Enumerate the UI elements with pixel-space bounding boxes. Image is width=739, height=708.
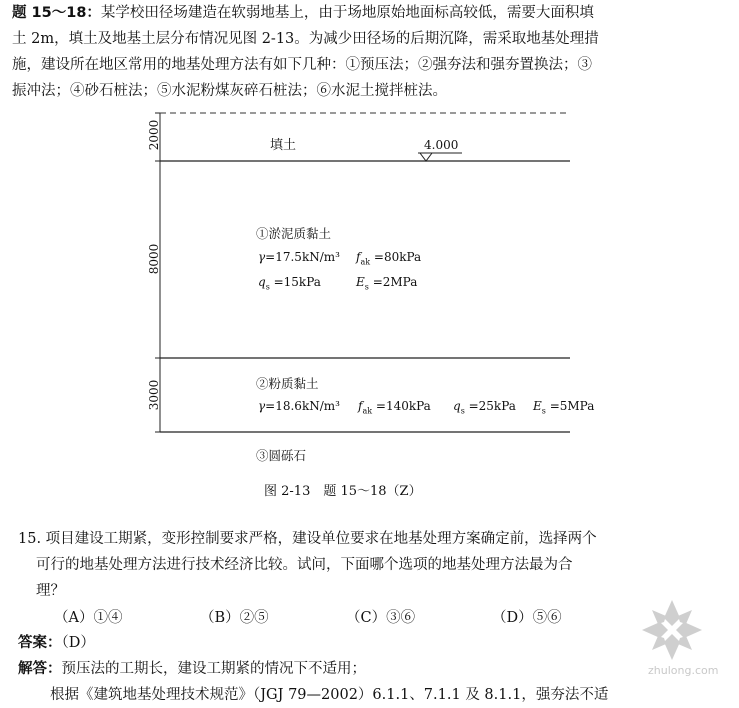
- solution-text-1: 预压法的工期长，建设工期紧的情况下不适用；: [61, 661, 366, 677]
- dim-label-bot: 3000: [147, 379, 161, 411]
- intro-line-3: 施，建设所在地区常用的地基处理方法有如下几种：①预压法；②强夯法和强夯置换法；③: [12, 57, 592, 73]
- elevation-label: 4.000: [424, 138, 459, 152]
- layer2-fak: $f_{ak} =140kPa$: [358, 399, 431, 416]
- layer1-fak: $f_{ak} =80kPa$: [356, 250, 422, 267]
- dim-label-top: 2000: [147, 119, 161, 151]
- option-a: （A）①④: [54, 610, 123, 626]
- solution-label: 解答：: [18, 661, 62, 677]
- intro-text-1: 某学校田径场建造在软弱地基上，由于场地原始地面标高较低，需要大面积填: [100, 5, 594, 21]
- elevation-triangle-icon: [420, 153, 432, 161]
- option-b: （B）②⑤: [200, 610, 269, 626]
- option-d: （D）⑤⑥: [492, 610, 562, 626]
- answer-label: 答案：: [18, 635, 62, 651]
- layer2-es: $E_s =5MPa$: [533, 399, 595, 416]
- question-line-3: 理？: [36, 583, 65, 599]
- answer-value: （D）: [61, 635, 95, 651]
- question-line-2: 可行的地基处理方法进行技术经济比较。试问，下面哪个选项的地基处理方法最为合: [36, 557, 573, 573]
- solution-line-1: [18, 658, 366, 680]
- figure-caption: 图 2-13 题 15～18（Z）: [264, 484, 422, 499]
- layer3-name: ③圆砾石: [256, 448, 307, 463]
- layer1-es: $E_s =2MPa$: [356, 275, 418, 292]
- question-number: 15.: [18, 531, 42, 547]
- layer2-gamma: γ=18.6kN/m³: [258, 399, 340, 413]
- question-text-1: 项目建设工期紧，变形控制要求严格，建设单位要求在地基处理方案确定前，选择两个: [45, 531, 597, 547]
- layer1-qs: $q_s =15kPa$: [258, 275, 321, 292]
- layer2-qs: $q_s =25kPa$: [453, 399, 516, 416]
- layer1-name: ①淤泥质黏土: [256, 226, 332, 241]
- option-c: （C）③⑥: [346, 610, 416, 626]
- answer-line: [18, 632, 95, 654]
- solution-line-2: 根据《建筑地基处理技术规范》（JGJ 79—2002）6.1.1、7.1.1 及 8.1.1，强夯法不适: [50, 687, 609, 703]
- intro-line-4: 振冲法；④砂石桩法；⑤水泥粉煤灰碎石桩法；⑥水泥土搅拌桩法。: [12, 83, 447, 99]
- watermark-logo-icon: [640, 598, 704, 662]
- intro-label: 题 15～18：: [12, 5, 101, 21]
- layer2-name: ②粉质黏土: [256, 376, 319, 391]
- watermark-text: zhulong.com: [648, 664, 719, 677]
- question-line-1: [18, 528, 597, 550]
- intro-line-2: 土 2m，填土及地基土层分布情况见图 2-13。为减少田径场的后期沉降，需采取地基处理措: [12, 31, 599, 47]
- dim-label-mid: 8000: [147, 243, 161, 275]
- fill-label: 填土: [270, 138, 297, 153]
- layer1-gamma: γ=17.5kN/m³: [258, 250, 340, 264]
